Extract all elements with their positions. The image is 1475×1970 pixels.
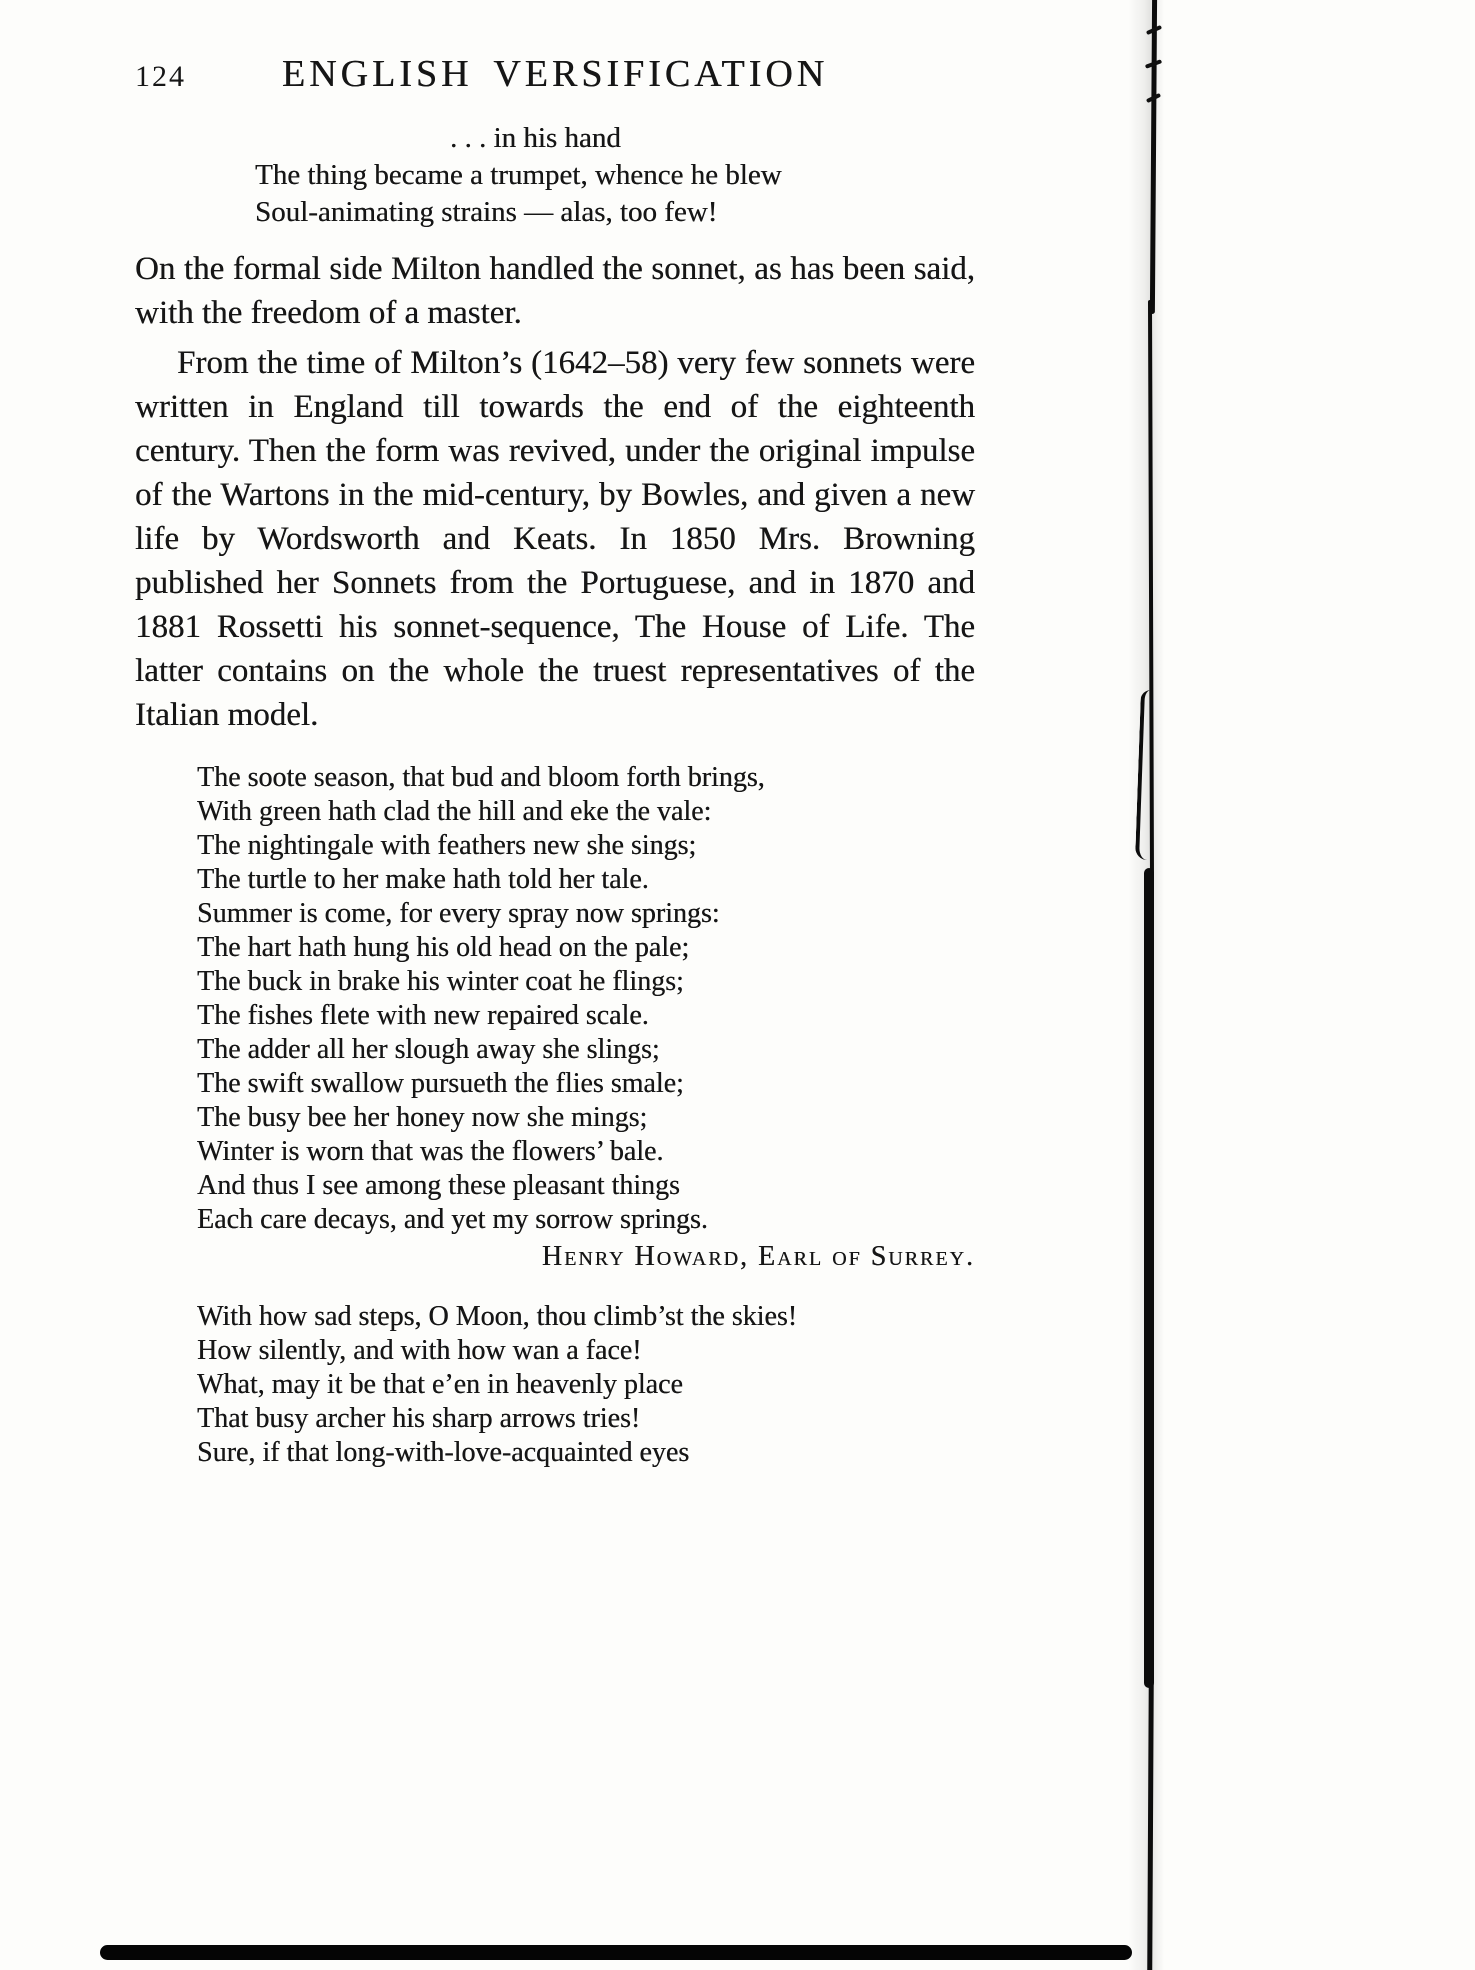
poem-line: How silently, and with how wan a face! [197, 1335, 642, 1366]
scan-bottom-bar [100, 1945, 1132, 1960]
poem-line: The swift swallow pursueth the flies smale; [197, 1068, 684, 1099]
poem-sidney [197, 1300, 975, 1470]
poem-line: That busy archer his sharp arrows tries! [197, 1403, 641, 1434]
poem-line: Winter is worn that was the flowers’ bale. [197, 1136, 664, 1167]
page-number: 124 [135, 60, 186, 93]
verse-line: . . . in his hand [450, 122, 621, 154]
poem-line: The hart hath hung his old head on the pale; [197, 932, 690, 963]
poem-line: With how sad steps, O Moon, thou climb’st the skies! [197, 1301, 798, 1332]
poem-line: The soote season, that bud and bloom forth brings, [197, 762, 765, 793]
page-title: ENGLISH VERSIFICATION [281, 53, 829, 95]
poem-line: The busy bee her honey now she mings; [197, 1102, 648, 1133]
poem-line: The fishes flete with new repaired scale. [197, 1000, 649, 1031]
poem-line: The adder all her slough away she slings; [197, 1034, 660, 1065]
running-header [135, 52, 975, 104]
poem-line: Summer is come, for every spray now springs: [197, 898, 720, 929]
poem-line: And thus I see among these pleasant things [197, 1170, 680, 1201]
page-content [135, 52, 975, 1470]
poem-line: What, may it be that e’en in heavenly place [197, 1369, 683, 1400]
paragraph: On the formal side Milton handled the sonnet, as has been said, with the freedom of a master. [135, 251, 975, 331]
binding-mark [1144, 868, 1154, 1688]
verse-line: Soul-animating strains — alas, too few! [255, 196, 718, 228]
poem-surrey [197, 761, 975, 1274]
poem-attribution: Henry Howard, Earl of Surrey. [541, 1241, 975, 1272]
poem-line: The nightingale with feathers new she sings; [197, 830, 697, 861]
verse-line: The thing became a trumpet, whence he blew [255, 159, 782, 191]
poem-line: Sure, if that long-with-love-acquainted eyes [197, 1437, 690, 1468]
epigraph [135, 120, 975, 231]
poem-line: The buck in brake his winter coat he flings; [197, 966, 684, 997]
poem-line: The turtle to her make hath told her tale. [197, 864, 649, 895]
paragraph: From the time of Milton’s (1642–58) very few sonnets were written in England till towards the end of the eighteenth century. Then the form was revived, under the original impulse of the Wartons in the mid-century, by Bowles, and given a new life by Wordsworth and Keats. In 1850 Mrs. Browning published her Sonnets from the Portuguese, and in 1870 and 1881 Rossetti his sonnet-sequence, The House of Life. The latter contains on the whole the truest representatives of the Italian model. [135, 345, 975, 733]
poem-line: Each care decays, and yet my sorrow springs. [197, 1204, 708, 1235]
poem-line: With green hath clad the hill and eke the vale: [197, 796, 712, 827]
